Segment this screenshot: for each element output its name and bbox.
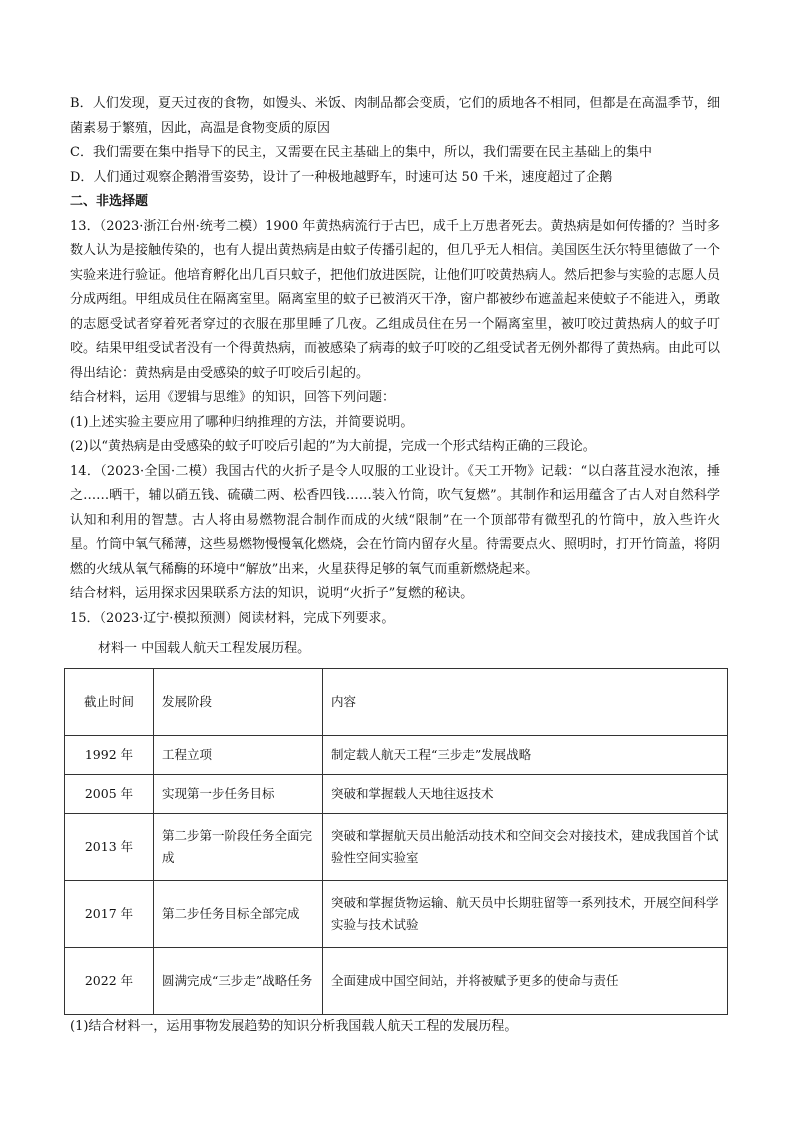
row-year: 1992 年 bbox=[65, 735, 154, 774]
development-table bbox=[64, 668, 728, 1015]
row-stage: 工程立项 bbox=[154, 735, 323, 774]
question-14-material: 我国古代的火折子是令人叹服的工业设计。《天工开物》记载：“以白落苴浸水泡浓，捶之……晒干，辅以硝五钱、硫磺二两、松香四钱……装入竹筒，吹气复燃”。其制作和运用蕴含了古人对自然科学认知和利用的智慧。古人将由易燃物混合制作而成的火绒“限制”在一个顶部带有微型孔的竹筒中，放入些许火星。竹筒中氧气稀薄，这些易燃物慢慢氧化燃烧，会在竹筒内留存火星。待需要点火、照明时，打开竹筒盖，将阴燃的火绒从氧气稀酶的环境中“解放”出来，火星获得足够的氧气而重新燃烧起来。 bbox=[70, 463, 721, 577]
row-content: 突破和掌握载人天地往返技术 bbox=[323, 774, 728, 813]
question-15 bbox=[70, 607, 720, 1040]
material-one-caption: 材料一 中国载人航天工程发展历程。 bbox=[98, 641, 311, 656]
table-row bbox=[65, 813, 728, 880]
row-year: 2017 年 bbox=[65, 880, 154, 947]
row-year: 2022 年 bbox=[65, 947, 154, 1014]
option-b: B．人们发现，夏天过夜的食物，如馒头、米饭、肉制品都会变质，它们的质地各不相同，但都是在高温季节，细菌素易于繁殖，因此，高温是食物变质的原因 bbox=[70, 96, 720, 136]
header-content: 内容 bbox=[323, 668, 728, 735]
table-row bbox=[65, 947, 728, 1014]
section-heading: 二、非选择题 bbox=[70, 194, 149, 209]
row-year: 2005 年 bbox=[65, 774, 154, 813]
row-content: 制定载人航天工程“三步走”发展战略 bbox=[323, 735, 728, 774]
question-13 bbox=[70, 215, 720, 460]
question-13-material: 1900 年黄热病流行于古巴，成千上万患者死去。黄热病是如何传播的？当时多数人认为是接触传染的，也有人提出黄热病是由蚊子传播引起的，但几乎无人相信。美国医生沃尔特里德做了一个实验来进行验证。他培育孵化出几百只蚊子，把他们放进医院，让他们叮咬黄热病人。然后把参与实验的志愿人员分成两组。甲组成员住在隔离室里。隔离室里的蚊子已被消灭干净，窗户都被纱布遮盖起来使蚊子不能进入，勇敢的志愿受试者穿着死者穿过的衣服在那里睡了几夜。乙组成员住在另一个隔离室里，被叮咬过黄热病人的蚊子叮咬。结果甲组受试者没有一个得黄热病，而被感染了病毒的蚊子叮咬的乙组受试者无例外都得了黄热病。由此可以得出结论：黄热病是由受感染的蚊子叮咬后引起的。 bbox=[70, 218, 721, 381]
row-stage: 实现第一步任务目标 bbox=[154, 774, 323, 813]
header-stage: 发展阶段 bbox=[154, 668, 323, 735]
option-d: D．人们通过观察企鹅滑雪姿势，设计了一种极地越野车，时速可达 50 千米，速度超过了企鹅 bbox=[70, 169, 613, 185]
table-row bbox=[65, 774, 728, 813]
table-row bbox=[65, 880, 728, 947]
row-stage: 第二步任务目标全部完成 bbox=[154, 880, 323, 947]
question-14-header: 14．（2023·全国·二模） bbox=[70, 463, 216, 479]
row-year: 2013 年 bbox=[65, 813, 154, 880]
question-14-text bbox=[70, 460, 720, 583]
row-content: 突破和掌握货物运输、航天员中长期驻留等一系列技术，开展空间科学实验与技术试验 bbox=[323, 880, 728, 947]
table-header-row bbox=[65, 668, 728, 735]
question-14-instruction: 结合材料，运用探求因果联系方法的知识，说明“火折子”复燃的秘诀。 bbox=[70, 586, 474, 601]
row-content: 突破和掌握航天员出舱活动技术和空间交会对接技术，建成我国首个试验性空间实验室 bbox=[323, 813, 728, 880]
question-15-header: 15．（2023·辽宁·模拟预测）阅读材料，完成下列要求。 bbox=[70, 610, 395, 626]
question-13-header: 13．（2023·浙江台州·统考二模） bbox=[70, 218, 266, 234]
question-13-sub2: (2)以“黄热病是由受感染的蚊子叮咬后引起的”为大前提，完成一个形式结构正确的三段论。 bbox=[70, 439, 596, 454]
row-stage: 第二步第一阶段任务全面完成 bbox=[154, 813, 323, 880]
question-13-text bbox=[70, 215, 720, 387]
question-15-sub1: (1)结合材料一，运用事物发展趋势的知识分析我国载人航天工程的发展历程。 bbox=[70, 1018, 518, 1034]
question-14 bbox=[70, 460, 720, 607]
option-c: C．我们需要在集中指导下的民主，又需要在民主基础上的集中，所以，我们需要在民主基础上的集中 bbox=[70, 145, 652, 160]
page-content bbox=[70, 92, 720, 1039]
question-13-sub1: (1)上述实验主要应用了哪种归纳推理的方法，并简要说明。 bbox=[70, 414, 414, 430]
row-content: 全面建成中国空间站，并将被赋予更多的使命与责任 bbox=[323, 947, 728, 1014]
table-row bbox=[65, 735, 728, 774]
header-deadline: 截止时间 bbox=[65, 668, 154, 735]
row-stage: 圆满完成“三步走”战略任务 bbox=[154, 947, 323, 1014]
question-13-instruction: 结合材料，运用《逻辑与思维》的知识，回答下列问题： bbox=[70, 390, 396, 405]
